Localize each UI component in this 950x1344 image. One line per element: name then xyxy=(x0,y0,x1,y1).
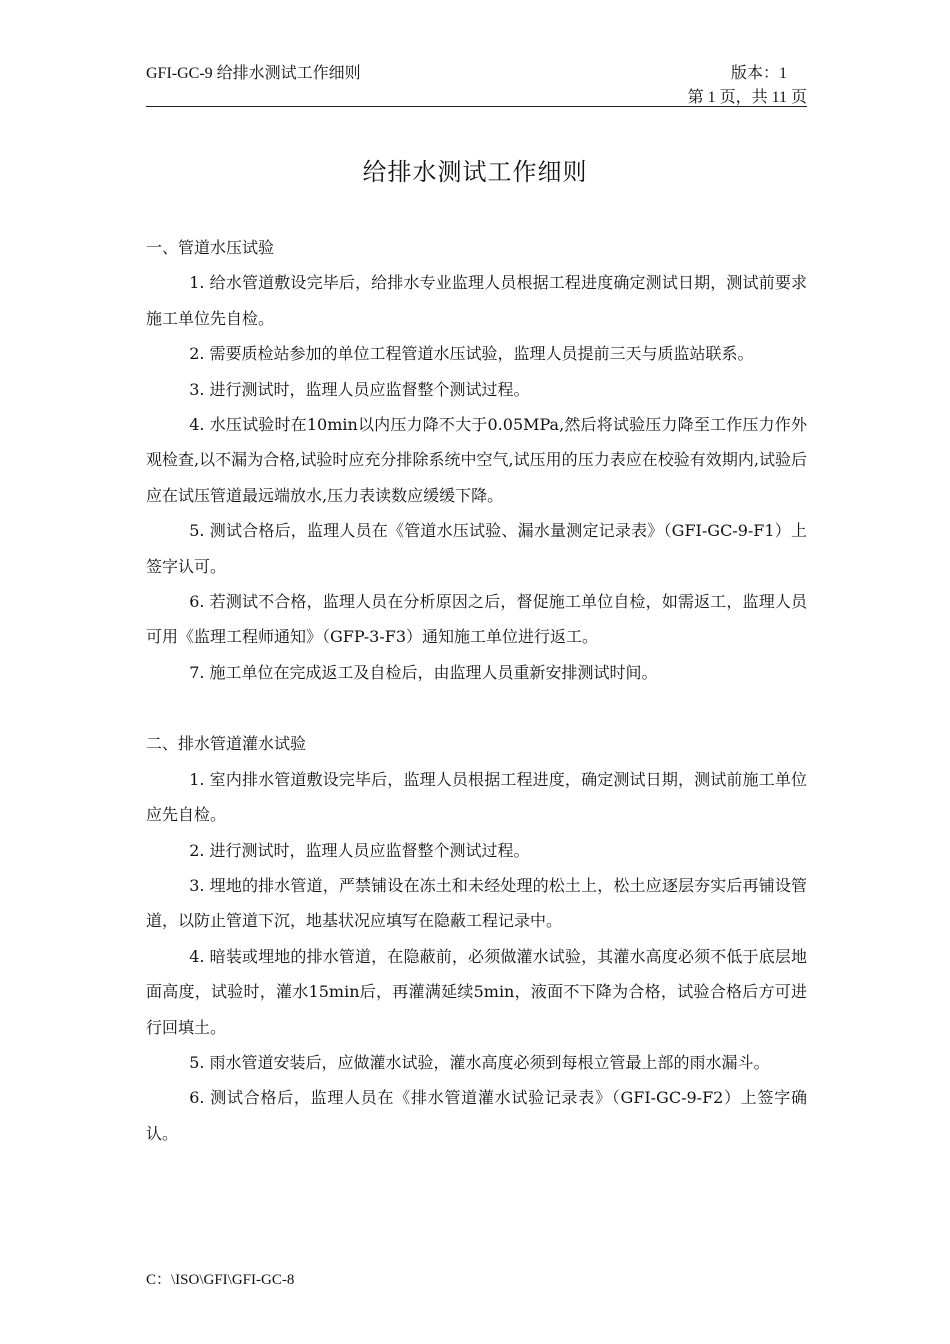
header-doc-code: GFI-GC-9 给排水测试工作细则 xyxy=(146,65,361,82)
list-item: 1. 室内排水管道敷设完毕后，监理人员根据工程进度，确定测试日期，测试前施工单位应先自检。 xyxy=(146,769,807,825)
page-header xyxy=(146,58,807,107)
list-item: 4. 暗装或埋地的排水管道，在隐蔽前，必须做灌水试验，其灌水高度必须不低于底层地面高度，试验时，灌水15min后，再灌满延续5min，液面不下降为合格，试验合格后方可进行回填土。 xyxy=(146,946,807,1037)
list-item: 6. 若测试不合格，监理人员在分析原因之后，督促施工单位自检，如需返工，监理人员可用《监理工程师通知》（GFP-3-F3）通知施工单位进行返工。 xyxy=(146,592,807,647)
list-item: 6. 测试合格后，监理人员在《排水管道灌水试验记录表》（GFI-GC-9-F2）上签字确认。 xyxy=(146,1088,807,1143)
list-item: 3. 埋地的排水管道，严禁铺设在冻土和未经处理的松土上，松土应逐层夯实后再铺设管道，以防止管道下沉，地基状况应填写在隐蔽工程记录中。 xyxy=(146,875,807,931)
page-footer-path: C：\ISO\GFI\GFI-GC-8 xyxy=(146,1272,295,1288)
list-item: 4. 水压试验时在10min以内压力降不大于0.05MPa,然后将试验压力降至工作压力作外观检查,以不漏为合格,试验时应充分排除系统中空气,试压用的压力表应在校验有效期内,试验后应在试压管道最远端放水,压力表读数应缓缓下降。 xyxy=(146,415,807,505)
document-title: 给排水测试工作细则 xyxy=(362,158,588,186)
list-item: 3. 进行测试时，监理人员应监督整个测试过程。 xyxy=(189,379,530,399)
list-item: 2. 进行测试时，监理人员应监督整个测试过程。 xyxy=(189,840,530,860)
list-item: 5. 测试合格后，监理人员在《管道水压试验、漏水量测定记录表》（GFI-GC-9-F1）上签字认可。 xyxy=(146,521,807,576)
list-item: 1. 给水管道敷设完毕后，给排水专业监理人员根据工程进度确定测试日期，测试前要求施工单位先自检。 xyxy=(146,273,807,328)
section-heading: 二、排水管道灌水试验 xyxy=(146,734,307,754)
document-body xyxy=(146,230,807,1151)
section-pressure-test xyxy=(146,230,807,690)
section-drainage-test xyxy=(146,726,807,1151)
list-item: 5. 雨水管道安装后，应做灌水试验，灌水高度必须到每根立管最上部的雨水漏斗。 xyxy=(189,1052,770,1072)
list-item: 7. 施工单位在完成返工及自检后，由监理人员重新安排测试时间。 xyxy=(189,662,658,682)
header-version: 版本：1 xyxy=(730,65,787,82)
section-spacer xyxy=(146,690,807,726)
header-page-number: 第 1 页，共 11 页 xyxy=(687,89,807,106)
list-item: 2. 需要质检站参加的单位工程管道水压试验，监理人员提前三天与质监站联系。 xyxy=(189,344,754,364)
section-heading: 一、管道水压试验 xyxy=(146,238,275,257)
